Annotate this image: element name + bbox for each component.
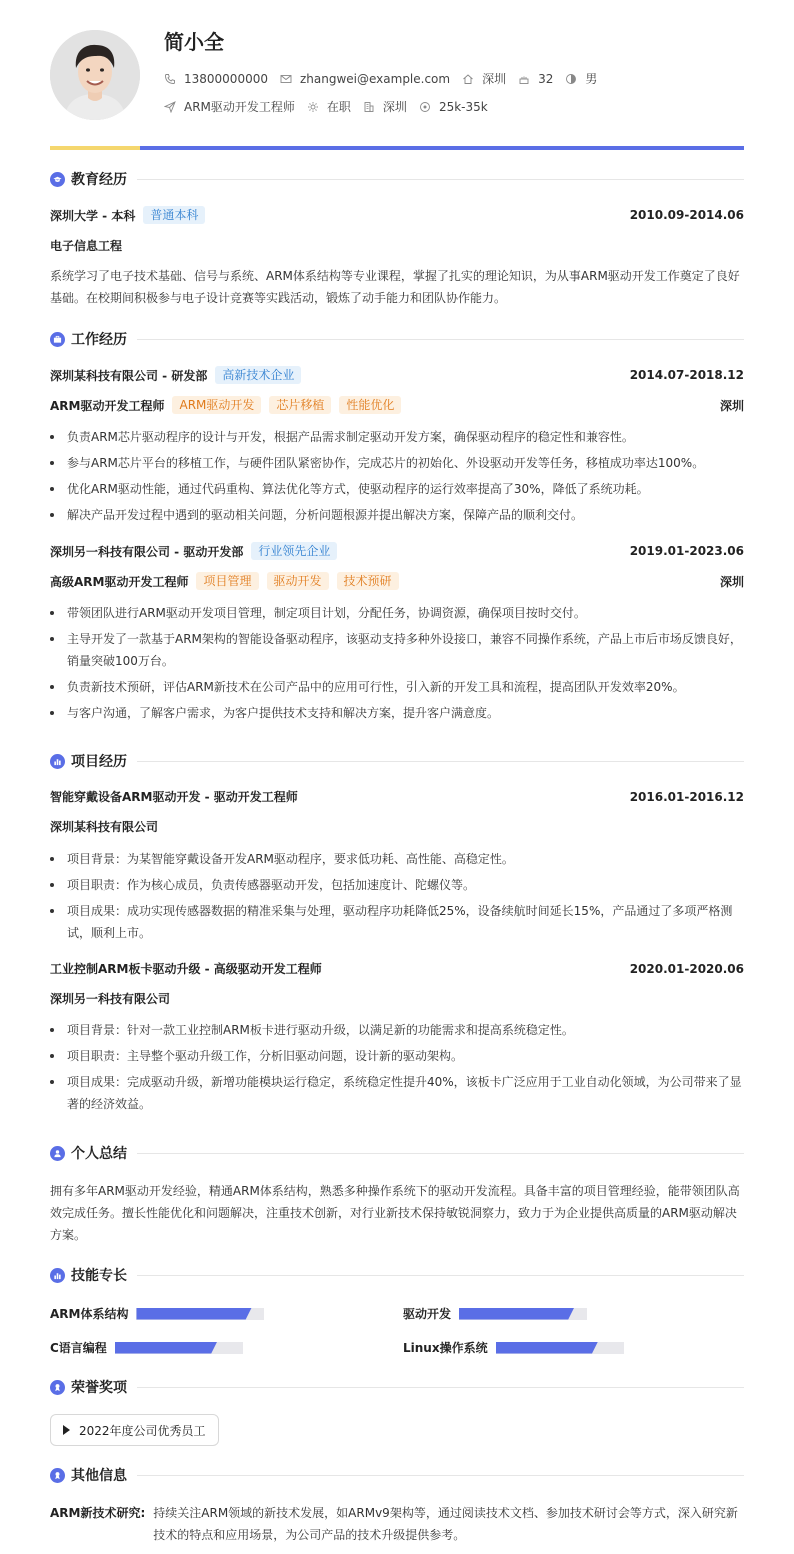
work-1-company-tag: 高新技术企业 [215,366,301,384]
phone-icon [164,73,176,85]
project-2-company-row [50,990,744,1007]
project-1-header [50,788,744,805]
work-1-bullet: 解决产品开发过程中遇到的驱动相关问题，分析问题根源并提出解决方案，保障产品的顺利交付。 [50,504,744,526]
location-item [462,70,506,87]
section-work [50,329,744,349]
other-info-text: 持续关注ARM领域的新技术发展，如ARMv9架构等，通过阅读技术文档、参加技术研讨会等方式，深入研究新技术的特点和应用场景，为公司产品的技术升级提供参考。 [153,1506,738,1542]
work-2-skill-tag: 驱动开发 [267,572,329,590]
skill-item [50,1305,264,1322]
skill-bar [115,1342,243,1354]
project-1-bullet: 项目职责：作为核心成员，负责传感器驱动开发，包括加速度计、陀螺仪等。 [50,874,744,896]
section-title-work: 工作经历 [71,332,127,348]
section-title-other: 其他信息 [71,1468,127,1484]
play-icon [63,1425,70,1435]
skill-name: ARM体系结构 [50,1307,129,1321]
work-2-bullet: 与客户沟通，了解客户需求，为客户提供技术支持和解决方案，提升客户满意度。 [50,702,744,724]
education-header [50,206,744,224]
project-1-company-row [50,818,744,835]
project-1-bullet: 项目背景：为某智能穿戴设备开发ARM驱动程序，要求低功耗、高性能、高稳定性。 [50,848,744,870]
project-2-bullet: 项目背景：针对一款工业控制ARM板卡进行驱动升级，以满足新的功能需求和提高系统稳定性。 [50,1019,744,1041]
skill-item [50,1339,243,1356]
skill-name: C语言编程 [50,1341,107,1355]
skill-name: 驱动开发 [403,1307,452,1321]
work-2-bullet: 负责新技术预研，评估ARM新技术在公司产品中的应用可行性，引入新的开发工具和流程，提高团队开发效率20%。 [50,676,744,698]
education-major-row [50,237,744,254]
work-1-role-row [50,396,744,414]
work-1-role: ARM驱动开发工程师 [50,398,165,413]
skill-bar-fill [496,1342,598,1354]
bar-chart-icon [50,754,65,769]
work-2-date: 2019.01-2023.06 [629,544,744,558]
education-major: 电子信息工程 [50,239,123,253]
other-info-item [50,1502,744,1546]
skill-bar-fill [459,1308,574,1320]
salary-text: 25k-35k [438,99,488,114]
work-2-bullet: 主导开发了一款基于ARM架构的智能设备驱动程序，该驱动支持多种外设接口，兼容不同操作系统，产品上市后市场反馈良好，销量突破100万台。 [50,628,744,672]
position-text: ARM驱动开发工程师 [184,100,295,114]
gender-text: 男 [585,72,598,86]
resume-header [50,30,750,122]
work-2-role: 高级ARM驱动开发工程师 [50,574,189,589]
project-1-bullet: 项目成果：成功实现传感器数据的精准采集与处理，驱动程序功耗降低25%，设备续航时间延长15%，产品通过了多项严格测试，顺利上市。 [50,900,744,944]
avatar [50,30,140,120]
award-text: 2022年度公司优秀员工 [79,1423,206,1438]
work-2-skill-tag: 项目管理 [196,572,258,590]
skill-bar [136,1308,264,1320]
work-1-date: 2014.07-2018.12 [629,368,744,382]
status-text: 在职 [326,100,351,114]
work-2-location: 深圳 [719,574,744,589]
skill-item [403,1339,624,1356]
work-2-bullet: 带领团队进行ARM驱动开发项目管理，制定项目计划，分配任务，协调资源，确保项目按时交付。 [50,602,744,624]
skill-item [403,1305,587,1322]
section-title-projects: 项目经历 [71,754,127,770]
section-skills [50,1265,744,1285]
location-text: 深圳 [482,72,507,86]
project-2-bullet: 项目职责：主导整个驱动升级工作，分析旧驱动问题，设计新的驱动架构。 [50,1045,744,1067]
work-1-bullet: 参与ARM芯片平台的移植工作，与硬件团队紧密协作，完成芯片的初始化、外设驱动开发等任务，移植成功率达100%。 [50,452,744,474]
project-1-date: 2016.01-2016.12 [629,789,744,804]
work-2-skill-tag: 技术预研 [337,572,399,590]
skill-bar-fill [115,1342,217,1354]
mail-icon [280,73,292,85]
skill-bar [459,1308,587,1320]
work-2-company-tag: 行业领先企业 [251,542,337,560]
age-icon [518,73,530,85]
section-title-summary: 个人总结 [71,1146,127,1162]
gender-icon [565,73,577,85]
work-1-skill-tag: 芯片移植 [269,396,331,414]
skill-bar [496,1342,624,1354]
project-2-date: 2020.01-2020.06 [629,961,744,976]
project-2-bullet: 项目成果：完成驱动升级，新增功能模块运行稳定，系统稳定性提升40%，该板卡广泛应用于工业自动化领域，为公司带来了显著的经济效益。 [50,1071,744,1115]
education-date: 2010.09-2014.06 [629,208,744,222]
graduation-cap-icon [50,172,65,187]
project-1-company: 深圳某科技有限公司 [50,820,159,834]
work-1-bullet: 优化ARM驱动性能，通过代码重构、算法优化等方式，使驱动程序的运行效率提高了30%，降低了系统功耗。 [50,478,744,500]
section-title-skills: 技能专长 [71,1268,127,1284]
other-info-label: ARM新技术研究: [50,1506,146,1520]
education-school: 深圳大学 - 本科 [50,208,136,223]
section-title-education: 教育经历 [71,172,127,188]
age-item [518,72,553,86]
award-icon [50,1380,65,1395]
project-1-title: 智能穿戴设备ARM驱动开发 - 驱动开发工程师 [50,790,298,804]
education-tag: 普通本科 [143,206,205,224]
header-divider-accent [50,146,140,150]
section-rule [137,179,744,180]
project-2-company: 深圳另一科技有限公司 [50,992,171,1006]
status-item [307,98,351,115]
section-rule [137,1387,744,1388]
education-description: 系统学习了电子技术基础、信号与系统、ARM体系结构等专业课程，掌握了扎实的理论知识，为从事ARM驱动开发工作奠定了良好基础。在校期间积极参与电子设计竞赛等实践活动，锻炼了动手能力和团队协作能力。 [50,269,740,305]
work-2-role-row [50,572,744,590]
work-2-company: 深圳另一科技有限公司 - 驱动开发部 [50,544,244,559]
job-intent-row [164,98,500,115]
phone-item [164,72,268,86]
work-1-bullet: 负责ARM芯片驱动程序的设计与开发，根据产品需求制定驱动开发方案，确保驱动程序的稳定性和兼容性。 [50,426,744,448]
work-2-header [50,542,744,560]
skill-name: Linux操作系统 [403,1341,488,1355]
city-item [363,98,407,115]
phone-text: 13800000000 [184,71,268,86]
email-item [280,72,450,86]
section-rule [137,1475,744,1476]
award-icon [50,1468,65,1483]
send-icon [164,101,176,113]
coin-icon [419,101,431,113]
age-text: 32 [538,71,554,86]
gear-icon [307,101,319,113]
award-item [50,1414,219,1446]
summary-text: 拥有多年ARM驱动开发经验，精通ARM体系结构，熟悉多种操作系统下的驱动开发流程。具备丰富的项目管理经验，能带领团队高效完成任务。擅长性能优化和问题解决，注重技术创新，对行业新技术保持敏锐洞察力，致力于为企业提供高质量的ARM驱动解决方案。 [50,1184,740,1242]
work-1-company: 深圳某科技有限公司 - 研发部 [50,368,208,383]
home-icon [462,73,474,85]
section-awards [50,1377,744,1397]
position-item [164,98,295,115]
work-1-skill-tag: ARM驱动开发 [172,396,261,414]
avatar-photo [50,30,140,120]
project-2-header [50,960,744,977]
candidate-name: 简小全 [164,30,224,54]
gender-item [565,70,597,87]
bar-chart-icon [50,1268,65,1283]
city-text: 深圳 [382,100,407,114]
project-2-title: 工业控制ARM板卡驱动升级 - 高级驱动开发工程师 [50,962,322,976]
email-text: zhangwei@example.com [299,71,451,86]
section-rule [137,761,744,762]
contact-row [164,70,609,87]
section-rule [137,339,744,340]
section-title-awards: 荣誉奖项 [71,1380,127,1396]
section-education [50,169,744,189]
user-icon [50,1146,65,1161]
briefcase-icon [50,332,65,347]
work-1-skill-tag: 性能优化 [339,396,401,414]
section-rule [137,1275,744,1276]
section-rule [137,1153,744,1154]
section-summary [50,1143,744,1163]
skill-bar-fill [136,1308,251,1320]
building-icon [363,101,375,113]
salary-item [419,100,488,114]
work-1-location: 深圳 [719,398,744,413]
section-other [50,1465,744,1485]
work-1-header [50,366,744,384]
section-projects [50,751,744,771]
header-divider [50,146,744,150]
